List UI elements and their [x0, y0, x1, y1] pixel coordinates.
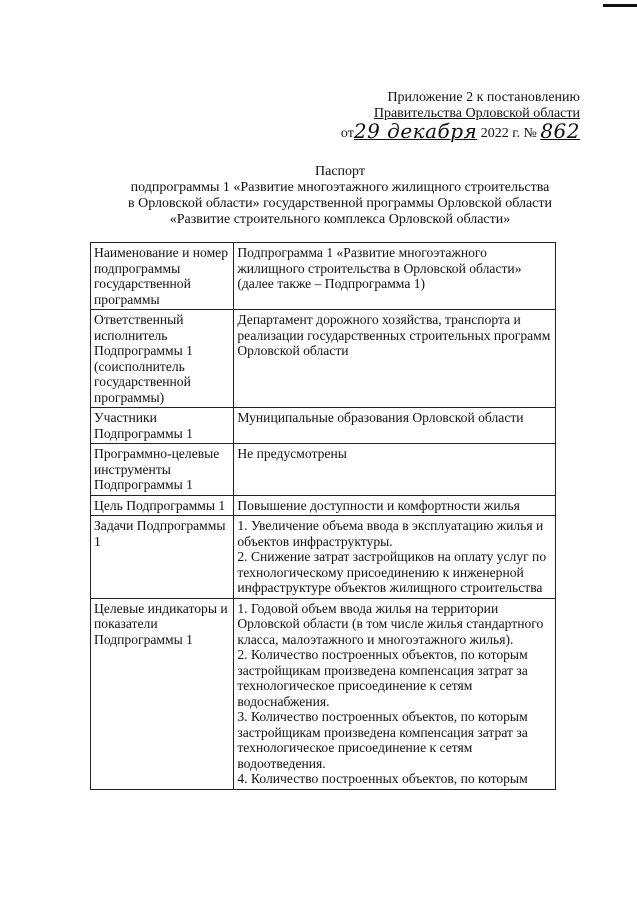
title-line: «Развитие строительного комплекса Орловской области»	[169, 212, 511, 227]
row-value: Не предусмотрены	[234, 444, 556, 496]
passport-table	[90, 242, 556, 790]
row-value: Муниципальные образования Орловской области	[234, 408, 556, 444]
row-label: Участники Подпрограммы 1	[91, 408, 234, 444]
title-line: подпрограммы 1 «Развитие многоэтажного жилищного строительства	[130, 180, 550, 195]
row-label: Программно-целевые инструменты Подпрограммы 1	[91, 444, 234, 496]
date-year: 2022 г. №	[480, 126, 537, 141]
table-row	[91, 408, 556, 444]
indicator-item: 3. Количество построенных объектов, по которым застройщикам произведена компенсация затрат за технологическое присоединение к сетям водоотведения.	[237, 709, 528, 771]
indicator-item: 1. Годовой объем ввода жилья на территории Орловской области (в том числе жилья стандартного класса, малоэтажного и многоэтажного жилья).	[237, 600, 544, 647]
handwritten-date: 29 декабря	[353, 119, 478, 143]
row-value: Подпрограмма 1 «Развитие многоэтажного жилищного строительства в Орловской области» (далее также – Подпрограмма 1)	[234, 243, 556, 310]
corner-scan-mark	[603, 4, 637, 7]
row-label: Цель Подпрограммы 1	[91, 495, 234, 516]
row-value: Департамент дорожного хозяйства, транспорта и реализации государственных строительных программ Орловской области	[234, 310, 556, 408]
table-row	[91, 598, 556, 789]
task-item: 1. Увеличение объема ввода в эксплуатацию жилья и объектов инфраструктуры.	[237, 518, 544, 549]
date-prefix: от	[340, 126, 354, 141]
table-row	[91, 516, 556, 599]
passport-title	[90, 164, 590, 228]
table-row	[91, 444, 556, 496]
indicator-item: 4. Количество построенных объектов, по которым	[237, 771, 528, 786]
table-row	[91, 495, 556, 516]
row-value: Повышение доступности и комфортности жилья	[234, 495, 556, 516]
appendix-date-line	[340, 119, 580, 143]
row-value-list	[234, 516, 556, 599]
row-label: Наименование и номер подпрограммы государственной программы	[91, 243, 234, 310]
table-row	[91, 243, 556, 310]
title-line: в Орловской области» государственной программы Орловской области	[127, 196, 553, 211]
handwritten-number: 862	[540, 119, 580, 143]
row-value-list	[234, 598, 556, 789]
title-heading: Паспорт	[315, 164, 365, 179]
table-row	[91, 310, 556, 408]
row-label: Ответственный исполнитель Подпрограммы 1 (соисполнитель государственной программы)	[91, 310, 234, 408]
task-item: 2. Снижение затрат застройщиков на оплату услуг по технологическому присоединению к инженерной инфраструктуре объектов жилищного строительства	[237, 549, 547, 595]
row-label: Целевые индикаторы и показатели Подпрограммы 1	[91, 598, 234, 789]
row-label: Задачи Подпрограммы 1	[91, 516, 234, 599]
appendix-header	[340, 90, 580, 142]
indicator-item: 2. Количество построенных объектов, по которым застройщикам произведена компенсация затрат за технологическое присоединение к сетям водоснабжения.	[237, 647, 528, 709]
appendix-org: Правительства Орловской области	[373, 106, 580, 121]
appendix-line: Приложение 2 к постановлению	[387, 90, 580, 105]
